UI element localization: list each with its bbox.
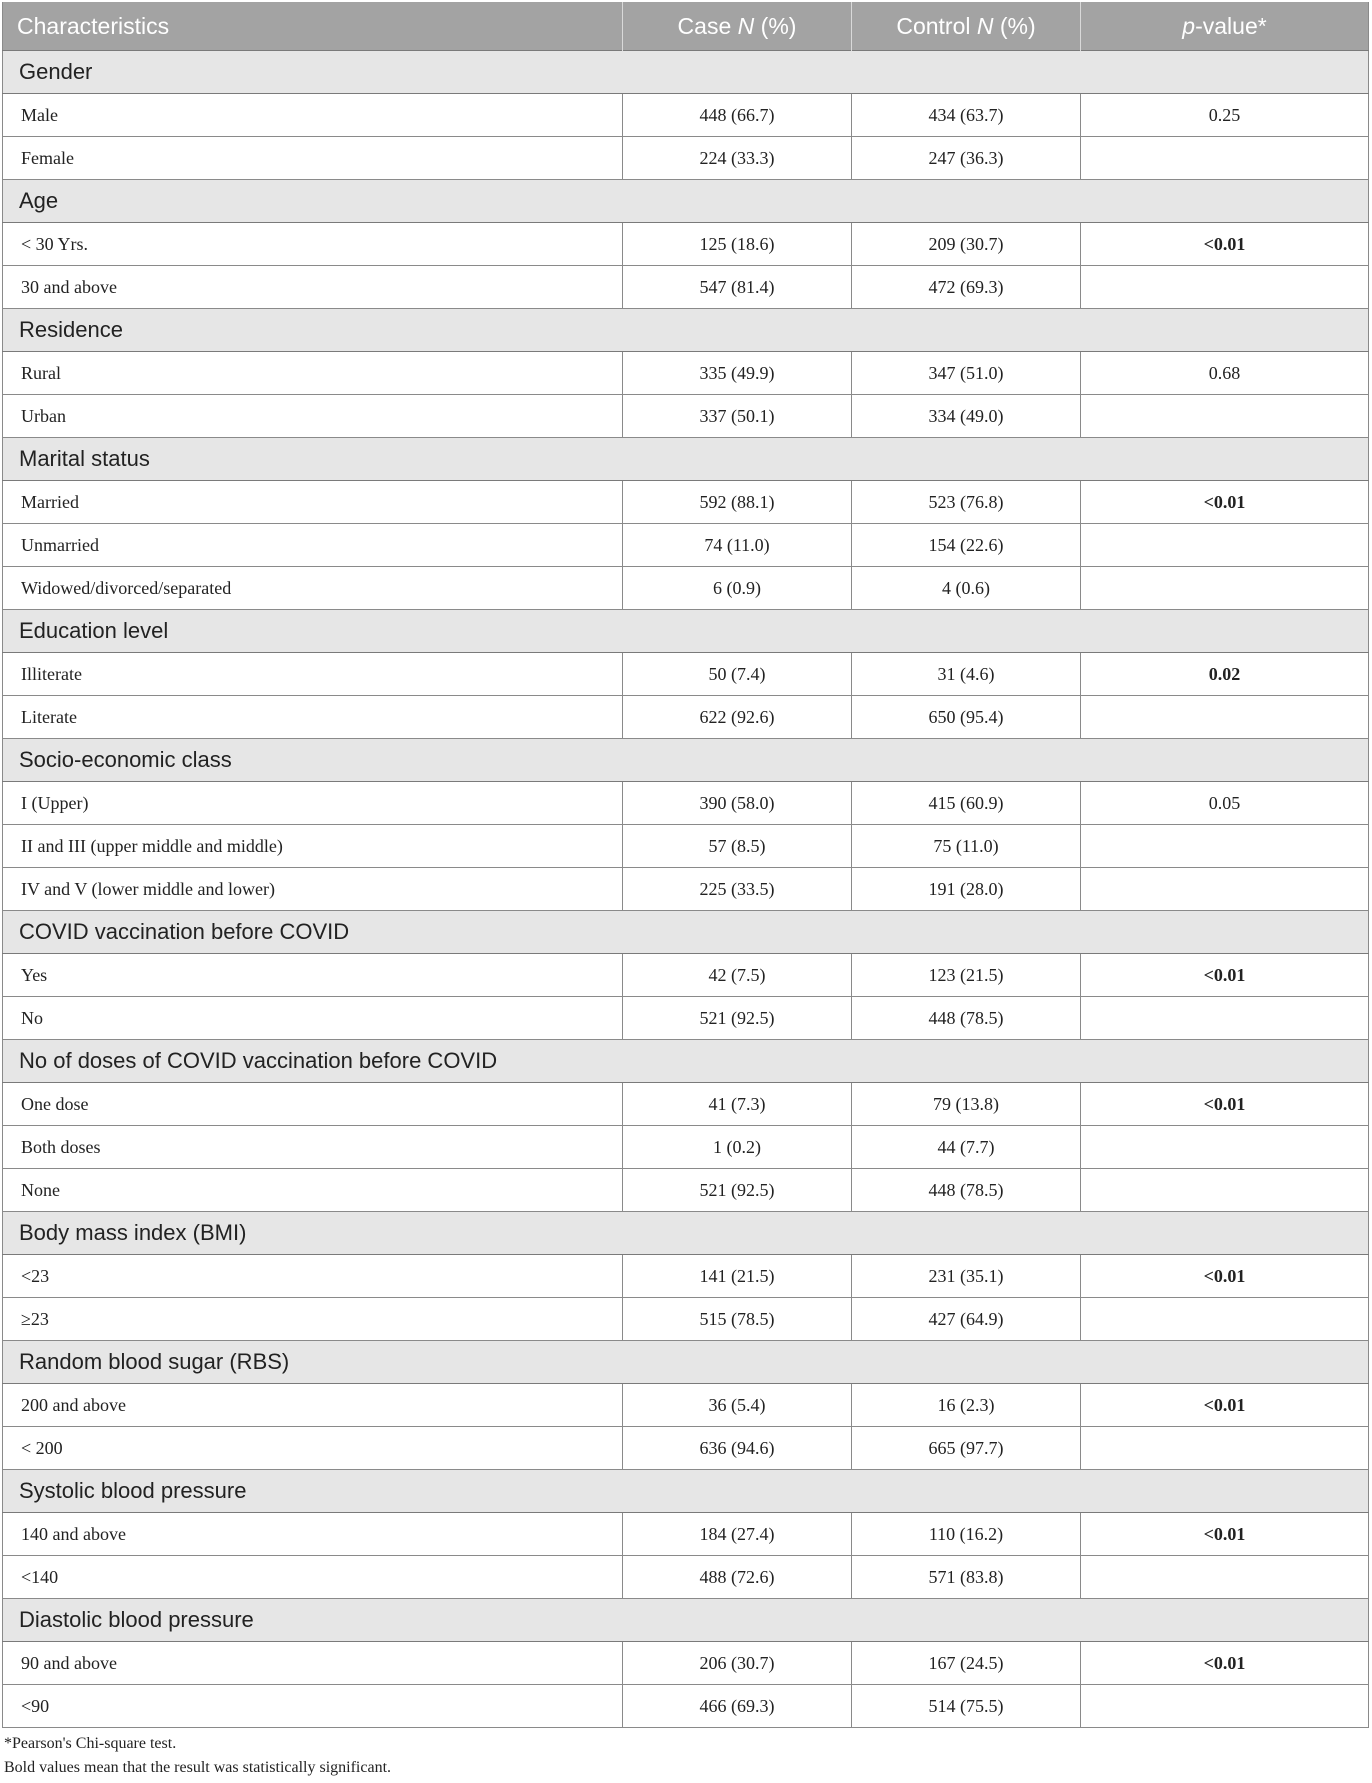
control-value: 231 (35.1) <box>852 1255 1081 1298</box>
table-row <box>3 997 1369 1040</box>
p-value <box>1081 1427 1369 1470</box>
table-row <box>3 782 1369 825</box>
table-row <box>3 868 1369 911</box>
table-row <box>3 1298 1369 1341</box>
p-value <box>1081 868 1369 911</box>
p-value <box>1081 1126 1369 1169</box>
row-label: Male <box>3 94 623 137</box>
table-row <box>3 524 1369 567</box>
control-value: 514 (75.5) <box>852 1685 1081 1728</box>
case-value: 390 (58.0) <box>623 782 852 825</box>
control-value: 472 (69.3) <box>852 266 1081 309</box>
control-value: 415 (60.9) <box>852 782 1081 825</box>
section-header-row <box>3 309 1369 352</box>
table-row <box>3 94 1369 137</box>
p-value <box>1081 524 1369 567</box>
p-value <box>1081 266 1369 309</box>
case-value: 125 (18.6) <box>623 223 852 266</box>
p-value: <0.01 <box>1081 1255 1369 1298</box>
table-row <box>3 653 1369 696</box>
section-header-row <box>3 1599 1369 1642</box>
row-label: Urban <box>3 395 623 438</box>
section-title: Systolic blood pressure <box>3 1470 1369 1513</box>
control-value: 31 (4.6) <box>852 653 1081 696</box>
control-value: 75 (11.0) <box>852 825 1081 868</box>
table-row <box>3 223 1369 266</box>
table-row <box>3 1083 1369 1126</box>
footnote-bold: Bold values mean that the result was statistically significant. <box>4 1759 392 1776</box>
control-value: 79 (13.8) <box>852 1083 1081 1126</box>
row-label: Widowed/divorced/separated <box>3 567 623 610</box>
header-case: Case N (%) <box>623 2 852 51</box>
table-header <box>3 2 1369 51</box>
section-header-row <box>3 180 1369 223</box>
row-label: Married <box>3 481 623 524</box>
p-value <box>1081 1685 1369 1728</box>
control-value: 650 (95.4) <box>852 696 1081 739</box>
control-value: 427 (64.9) <box>852 1298 1081 1341</box>
row-label: 200 and above <box>3 1384 623 1427</box>
case-value: 622 (92.6) <box>623 696 852 739</box>
section-header-row <box>3 610 1369 653</box>
case-value: 50 (7.4) <box>623 653 852 696</box>
row-label: < 200 <box>3 1427 623 1470</box>
case-value: 36 (5.4) <box>623 1384 852 1427</box>
row-label: Both doses <box>3 1126 623 1169</box>
p-value: <0.01 <box>1081 954 1369 997</box>
table-row <box>3 1255 1369 1298</box>
row-label: One dose <box>3 1083 623 1126</box>
case-value: 41 (7.3) <box>623 1083 852 1126</box>
p-value: <0.01 <box>1081 1642 1369 1685</box>
table-row <box>3 1556 1369 1599</box>
case-value: 592 (88.1) <box>623 481 852 524</box>
p-value: <0.01 <box>1081 1513 1369 1556</box>
control-value: 16 (2.3) <box>852 1384 1081 1427</box>
case-value: 547 (81.4) <box>623 266 852 309</box>
section-header-row <box>3 911 1369 954</box>
row-label: < 30 Yrs. <box>3 223 623 266</box>
table-row <box>3 1642 1369 1685</box>
case-value: 184 (27.4) <box>623 1513 852 1556</box>
row-label: Female <box>3 137 623 180</box>
p-value <box>1081 1298 1369 1341</box>
row-label: 140 and above <box>3 1513 623 1556</box>
section-title: Age <box>3 180 1369 223</box>
case-value: 488 (72.6) <box>623 1556 852 1599</box>
case-value: 521 (92.5) <box>623 997 852 1040</box>
section-header-row <box>3 51 1369 94</box>
row-label: <23 <box>3 1255 623 1298</box>
table-row <box>3 1169 1369 1212</box>
control-value: 191 (28.0) <box>852 868 1081 911</box>
section-header-row <box>3 1212 1369 1255</box>
p-value: 0.25 <box>1081 94 1369 137</box>
table-row <box>3 1513 1369 1556</box>
p-value <box>1081 825 1369 868</box>
section-title: No of doses of COVID vaccination before COVID <box>3 1040 1369 1083</box>
table-row <box>3 696 1369 739</box>
row-label: II and III (upper middle and middle) <box>3 825 623 868</box>
control-value: 4 (0.6) <box>852 567 1081 610</box>
table-row <box>3 954 1369 997</box>
control-value: 347 (51.0) <box>852 352 1081 395</box>
p-value: <0.01 <box>1081 223 1369 266</box>
control-value: 167 (24.5) <box>852 1642 1081 1685</box>
p-value: <0.01 <box>1081 1083 1369 1126</box>
table-container <box>2 2 1368 1728</box>
case-value: 206 (30.7) <box>623 1642 852 1685</box>
section-title: Body mass index (BMI) <box>3 1212 1369 1255</box>
p-value <box>1081 997 1369 1040</box>
section-title: Marital status <box>3 438 1369 481</box>
table-row <box>3 395 1369 438</box>
control-value: 44 (7.7) <box>852 1126 1081 1169</box>
section-header-row <box>3 739 1369 782</box>
control-value: 571 (83.8) <box>852 1556 1081 1599</box>
section-header-row <box>3 1470 1369 1513</box>
section-title: Residence <box>3 309 1369 352</box>
section-title: Education level <box>3 610 1369 653</box>
case-value: 515 (78.5) <box>623 1298 852 1341</box>
p-value <box>1081 395 1369 438</box>
case-value: 466 (69.3) <box>623 1685 852 1728</box>
section-title: Gender <box>3 51 1369 94</box>
p-value: 0.02 <box>1081 653 1369 696</box>
case-value: 521 (92.5) <box>623 1169 852 1212</box>
case-value: 6 (0.9) <box>623 567 852 610</box>
case-value: 448 (66.7) <box>623 94 852 137</box>
p-value <box>1081 1556 1369 1599</box>
table-row <box>3 1384 1369 1427</box>
control-value: 434 (63.7) <box>852 94 1081 137</box>
section-header-row <box>3 1040 1369 1083</box>
table-row <box>3 1685 1369 1728</box>
header-control: Control N (%) <box>852 2 1081 51</box>
p-value: 0.68 <box>1081 352 1369 395</box>
footnote-test: *Pearson's Chi-square test. <box>4 1735 177 1752</box>
section-title: Random blood sugar (RBS) <box>3 1341 1369 1384</box>
table-row <box>3 137 1369 180</box>
p-value: <0.01 <box>1081 1384 1369 1427</box>
section-header-row <box>3 1341 1369 1384</box>
header-pvalue: p-value* <box>1081 2 1369 51</box>
control-value: 209 (30.7) <box>852 223 1081 266</box>
row-label: <140 <box>3 1556 623 1599</box>
section-header-row <box>3 438 1369 481</box>
table-row <box>3 266 1369 309</box>
row-label: ≥23 <box>3 1298 623 1341</box>
case-value: 1 (0.2) <box>623 1126 852 1169</box>
p-value <box>1081 567 1369 610</box>
table-row <box>3 1126 1369 1169</box>
p-value <box>1081 1169 1369 1212</box>
case-value: 636 (94.6) <box>623 1427 852 1470</box>
control-value: 110 (16.2) <box>852 1513 1081 1556</box>
row-label: Illiterate <box>3 653 623 696</box>
row-label: 90 and above <box>3 1642 623 1685</box>
row-label: IV and V (lower middle and lower) <box>3 868 623 911</box>
control-value: 523 (76.8) <box>852 481 1081 524</box>
characteristics-table <box>2 2 1369 1728</box>
row-label: <90 <box>3 1685 623 1728</box>
row-label: Unmarried <box>3 524 623 567</box>
p-value <box>1081 137 1369 180</box>
case-value: 225 (33.5) <box>623 868 852 911</box>
p-value <box>1081 696 1369 739</box>
case-value: 335 (49.9) <box>623 352 852 395</box>
section-title: Diastolic blood pressure <box>3 1599 1369 1642</box>
case-value: 141 (21.5) <box>623 1255 852 1298</box>
p-value: <0.01 <box>1081 481 1369 524</box>
control-value: 448 (78.5) <box>852 1169 1081 1212</box>
header-characteristics: Characteristics <box>3 2 623 51</box>
table-row <box>3 481 1369 524</box>
table-body <box>3 51 1369 1728</box>
control-value: 448 (78.5) <box>852 997 1081 1040</box>
row-label: None <box>3 1169 623 1212</box>
table-row <box>3 1427 1369 1470</box>
row-label: Yes <box>3 954 623 997</box>
control-value: 334 (49.0) <box>852 395 1081 438</box>
row-label: Literate <box>3 696 623 739</box>
section-title: Socio-economic class <box>3 739 1369 782</box>
case-value: 42 (7.5) <box>623 954 852 997</box>
case-value: 74 (11.0) <box>623 524 852 567</box>
case-value: 57 (8.5) <box>623 825 852 868</box>
row-label: No <box>3 997 623 1040</box>
p-value: 0.05 <box>1081 782 1369 825</box>
control-value: 154 (22.6) <box>852 524 1081 567</box>
case-value: 224 (33.3) <box>623 137 852 180</box>
control-value: 247 (36.3) <box>852 137 1081 180</box>
row-label: 30 and above <box>3 266 623 309</box>
case-value: 337 (50.1) <box>623 395 852 438</box>
table-row <box>3 825 1369 868</box>
table-row <box>3 352 1369 395</box>
table-row <box>3 567 1369 610</box>
control-value: 123 (21.5) <box>852 954 1081 997</box>
row-label: Rural <box>3 352 623 395</box>
row-label: I (Upper) <box>3 782 623 825</box>
control-value: 665 (97.7) <box>852 1427 1081 1470</box>
section-title: COVID vaccination before COVID <box>3 911 1369 954</box>
